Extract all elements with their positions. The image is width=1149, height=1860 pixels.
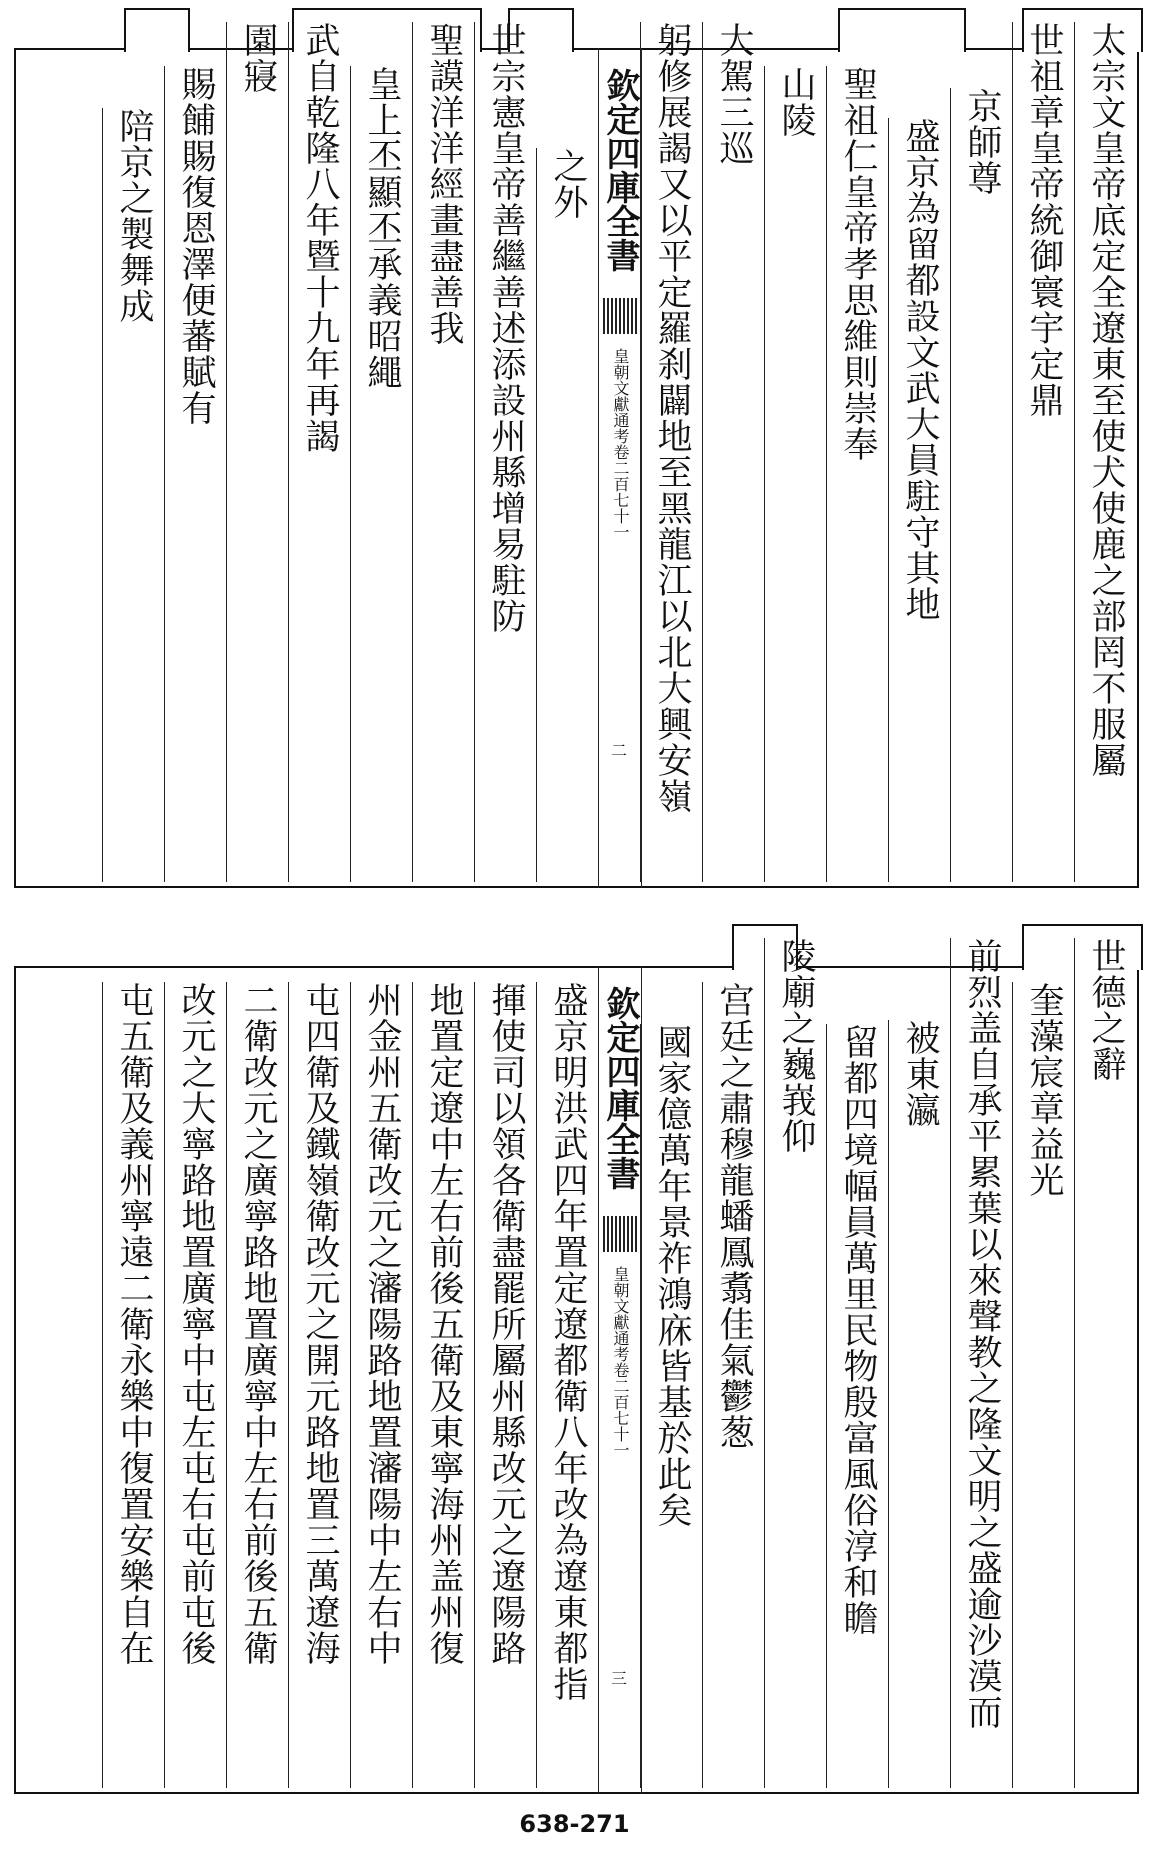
volume-label: 皇朝文獻通考卷二百七十一 <box>611 1266 630 1458</box>
margin-header <box>598 48 642 888</box>
text-column: 盛京為留都設文武大員駐守其地 <box>888 118 951 882</box>
text-column: 州金州五衛改元之瀋陽路地置瀋陽中左右中 <box>350 982 413 1788</box>
text-column: 世祖章皇帝統御寰宇定鼎 <box>1012 22 1075 882</box>
text-column: 改元之大寧路地置廣寧中屯左屯右屯前屯後 <box>164 982 227 1788</box>
text-column: 二衛改元之廣寧路地置廣寧中左右前後五衛 <box>226 982 289 1788</box>
text-column: 賜餔賜復恩澤便蕃賦有 <box>164 66 227 882</box>
text-column: 皇上丕顯丕承義昭繩 <box>350 66 413 882</box>
margin-header <box>598 966 642 1794</box>
book-title: 欽定四庫全書 <box>600 986 640 1190</box>
raised-tab <box>124 8 190 52</box>
text-column: 大駕三巡 <box>702 22 765 882</box>
leaf-number: 二 <box>611 741 628 760</box>
text-column: 世德之辭 <box>1074 938 1137 1788</box>
volume-label: 皇朝文獻通考卷二百七十一 <box>611 348 630 540</box>
text-column: 屯五衛及義州寧遠二衛永樂中復置安樂自在 <box>102 982 165 1788</box>
text-column: 之外 <box>536 148 599 882</box>
text-column: 陵廟之巍峩仰 <box>764 938 827 1788</box>
text-column: 太宗文皇帝底定全遼東至使犬使鹿之部罔不服屬 <box>1074 22 1137 882</box>
text-column: 武自乾隆八年暨十九年再謁 <box>288 22 351 882</box>
fishtail-mark <box>603 298 637 334</box>
text-column: 奎藻宸章益光 <box>1012 982 1075 1788</box>
fishtail-mark <box>603 1216 637 1252</box>
leaf-number: 三 <box>611 1669 628 1688</box>
text-column: 陪京之製舞成 <box>102 108 165 882</box>
text-column: 聖祖仁皇帝孝思維則崇奉 <box>826 66 889 882</box>
text-column: 京師尊 <box>950 88 1013 882</box>
text-column: 宫廷之肅穆龍蟠鳳翥佳氣鬱葱 <box>702 982 765 1788</box>
text-column: 揮使司以領各衛盡罷所屬州縣改元之遼陽路 <box>474 982 537 1788</box>
text-column: 屯四衛及鐵嶺衛改元之開元路地置三萬遼海 <box>288 982 351 1788</box>
text-column: 世宗憲皇帝善繼善述添設州縣增易駐防 <box>474 22 537 882</box>
text-column: 地置定遼中左右前後五衛及東寧海州盖州復 <box>412 982 475 1788</box>
book-title: 欽定四庫全書 <box>600 68 640 272</box>
text-column: 盛京明洪武四年置定遼都衛八年改為遼東都指 <box>536 982 599 1788</box>
page-top <box>14 8 1139 888</box>
raised-tab <box>838 8 966 52</box>
text-column: 聖謨洋洋經畫盡善我 <box>412 22 475 882</box>
text-column: 前烈盖自承平累葉以來聲教之隆文明之盛逾沙漠而 <box>950 938 1013 1788</box>
text-column: 留都四境幅員萬里民物殷富風俗淳和瞻 <box>826 1024 889 1788</box>
page-bottom <box>14 924 1139 1794</box>
text-column: 山陵 <box>764 66 827 882</box>
text-column: 國家億萬年景祚鴻庥皆基於此矣 <box>640 1024 703 1788</box>
text-column: 園寢 <box>226 22 289 882</box>
text-column: 躬修展謁又以平定羅刹闢地至黑龍江以北大興安嶺 <box>640 22 703 882</box>
text-column: 被東瀛 <box>888 1020 951 1788</box>
page-number: 638-271 <box>519 1810 630 1838</box>
